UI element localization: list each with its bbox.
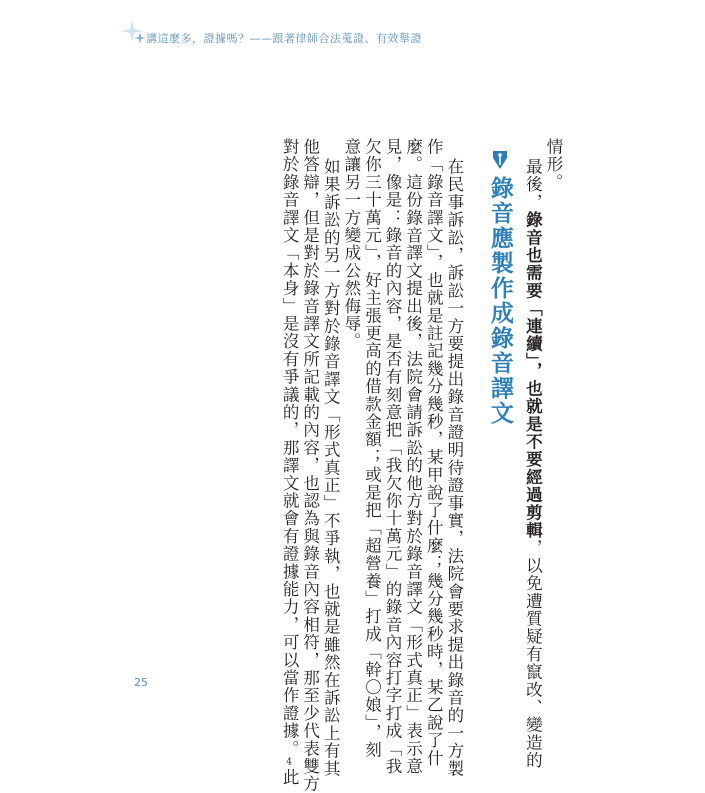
text-column: 情形。: [544, 138, 563, 192]
text-column: 他答辯，但是對於錄音譯文所記載的內容，也認為與錄音內容相符，那至少代表雙方: [300, 138, 320, 793]
text-column: [522, 138, 543, 770]
header-title: 講這麼多，證據嗎？——跟著律師合法蒐證、有效舉證: [146, 32, 422, 45]
column-spacer: [464, 138, 476, 648]
text-column: [278, 138, 300, 787]
text-column: 如果訴訟的另一方對於錄音譯文「形式真正」不爭執，也就是雖然在訴訟上有其: [321, 158, 341, 778]
pen-nib-icon: [492, 148, 508, 170]
text-column: 欠你三十萬元」，好主張更高的借款金額；或是把「超營養」打成「幹〇娘」，刻: [362, 138, 382, 759]
text-run: 最後，: [523, 158, 543, 212]
running-header: [118, 18, 578, 45]
text-column: 意讓另一方變成公然侮辱。: [341, 138, 361, 351]
body-text: [278, 138, 563, 793]
text-column: 作「錄音譯文」，也就是註記幾分幾秒，某甲說了什麼；幾分幾秒時，某乙說了什: [424, 138, 444, 767]
text-run: 此: [280, 768, 300, 787]
text-column: 在民事訴訟，訴訟一方要提出錄音證明待證事實，法院會要求提出錄音的一方製: [444, 158, 464, 778]
emphasis-text: 錄音也需要「連續」，也就是不要經過剪輯: [523, 211, 543, 540]
text-column: 麼。這份錄音譯文提出後，法院會請訴訟的他方對於錄音譯文「形式真正」表示意: [403, 138, 423, 776]
text-run: 對於錄音譯文「本身」是沒有爭議的，那譯文就會有證據能力，可以當作證據。: [280, 138, 300, 758]
section-heading-text: 錄音應製作成錄音譯文: [486, 176, 513, 426]
section-heading: [476, 138, 513, 648]
footnote-marker: 4: [284, 757, 295, 769]
page-number: 25: [134, 676, 148, 689]
text-run: ，以免遭質疑有竄改、變造的: [523, 539, 543, 770]
text-column: 見，像是：錄音的內容，是否有刻意把「我欠你十萬元」的錄音內容打字打成「我: [383, 138, 403, 776]
